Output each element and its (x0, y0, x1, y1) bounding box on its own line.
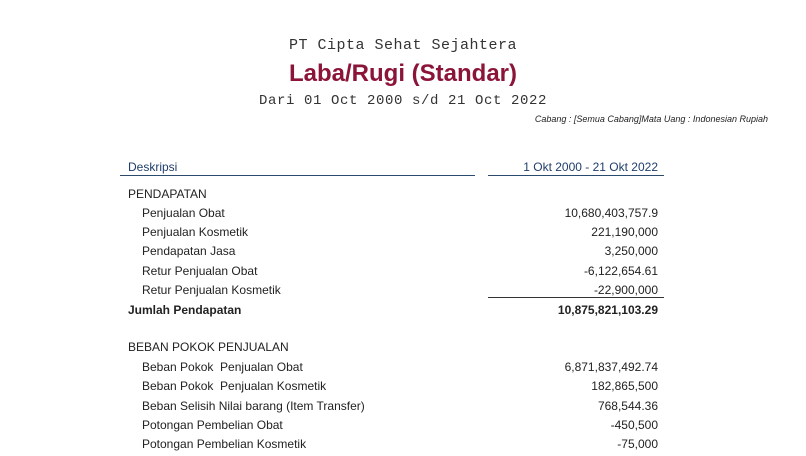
row-label: Retur Penjualan Obat (142, 264, 258, 278)
branch-info: Cabang : [Semua Cabang] (534, 114, 642, 124)
section-label: BEBAN POKOK PENJUALAN (128, 340, 289, 354)
row-label: Penjualan Kosmetik (142, 225, 249, 239)
table-row (0, 379, 806, 398)
table-row (0, 283, 806, 302)
section-label: PENDAPATAN (128, 187, 207, 201)
section-title-beban-pokok (0, 340, 806, 359)
report-meta (535, 114, 768, 124)
header-divider-left (120, 175, 475, 176)
row-label: Retur Penjualan Kosmetik (142, 283, 281, 297)
currency-info: Mata Uang : Indonesian Rupiah (641, 114, 768, 124)
row-value: -6,122,654.61 (583, 264, 658, 278)
report-title: Laba/Rugi (Standar) (288, 60, 517, 87)
row-value: 768,544.36 (597, 399, 658, 413)
row-label: Potongan Pembelian Obat (142, 418, 283, 432)
table-row (0, 244, 806, 263)
row-label: Potongan Pembelian Kosmetik (142, 437, 307, 451)
row-label: Beban Pokok Penjualan Kosmetik (142, 379, 327, 393)
total-value: 10,875,821,103.29 (557, 303, 658, 317)
header-divider-right (488, 175, 664, 176)
row-label: Beban Selisih Nilai barang (Item Transfer) (142, 399, 365, 413)
row-label: Penjualan Obat (142, 206, 225, 220)
column-header-description: Deskripsi (128, 160, 178, 174)
table-row (0, 399, 806, 418)
row-label: Beban Pokok Penjualan Obat (142, 360, 303, 374)
company-name: PT Cipta Sehat Sejahtera (288, 37, 518, 54)
report-period: Dari 01 Oct 2000 s/d 21 Oct 2022 (258, 93, 548, 109)
table-row (0, 437, 806, 456)
subtotal-divider (488, 297, 664, 298)
total-label: Jumlah Pendapatan (128, 303, 242, 317)
row-value: 182,865,500 (591, 379, 658, 393)
table-row (0, 418, 806, 437)
row-value: 6,871,837,492.74 (564, 360, 658, 374)
table-row (0, 264, 806, 283)
row-value: 3,250,000 (604, 244, 658, 258)
row-value: -22,900,000 (593, 283, 658, 297)
row-value: 221,190,000 (591, 225, 658, 239)
section-title-pendapatan (0, 187, 806, 206)
row-value: -450,500 (610, 418, 658, 432)
total-row-pendapatan (0, 303, 806, 322)
row-value: 10,680,403,757.9 (564, 206, 658, 220)
table-row (0, 225, 806, 244)
table-row (0, 360, 806, 379)
row-value: -75,000 (617, 437, 658, 451)
column-header-period: 1 Okt 2000 - 21 Okt 2022 (523, 160, 658, 174)
row-label: Pendapatan Jasa (142, 244, 236, 258)
table-row (0, 206, 806, 225)
